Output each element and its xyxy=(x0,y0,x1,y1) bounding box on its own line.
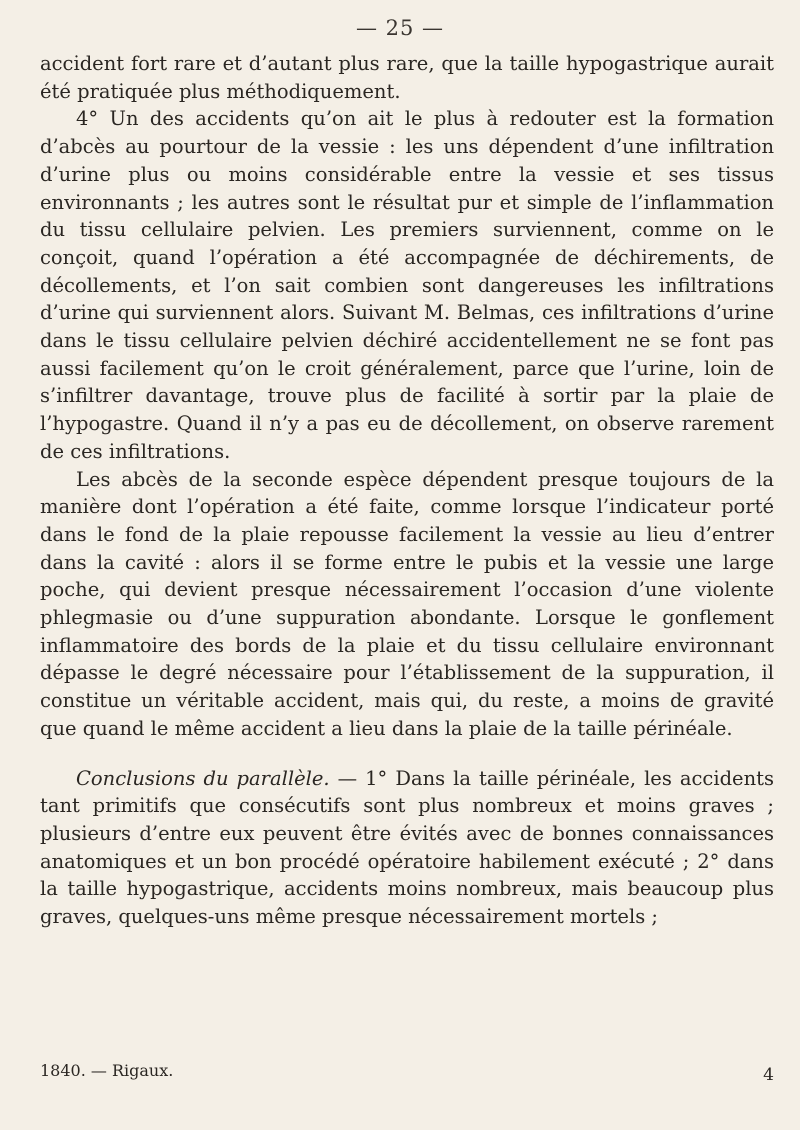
conclusions-text: — 1° Dans la taille périnéale, les accidents tant primitifs que consécutifs sont plus nombreux et moins graves ; plusieurs d’entre eux peuvent être évités avec de bonnes connaissances anatomiques et un bon procédé opératoire habilement exécuté ; 2° dans la taille hypogastrique, accidents moins nombreux, mais beaucoup plus graves, quelques-uns même presque nécessairement mortels ; xyxy=(40,766,774,929)
paragraph-abces: 4° Un des accidents qu’on ait le plus à redouter est la formation d’abcès au pourtour de la vessie : les uns dépendent d’une infiltration d’urine plus ou moins considérable entre la vessie et ses tissus environnants ; les autres sont le résultat pur et simple de l’inflammation du tissu cellulaire pelvien. Les premiers surviennent, comme on le conçoit, quand l’opération a été accompagnée de déchirements, de décollements, et l’on sait combien sont dangereuses les infiltrations d’urine qui surviennent alors. Suivant M. Belmas, ces infiltrations d’urine dans le tissu cellulaire pelvien déchiré accidentellement ne se font pas aussi facilement qu’on le croit généralement, parce que l’urine, loin de s’infiltrer davantage, trouve plus de facilité à sortir par la plaie de l’hypogastre. Quand il n’y a pas eu de décollement, on observe rarement de ces infiltrations. xyxy=(40,107,774,463)
printer-signature: 1840. — Rigaux. xyxy=(40,1061,174,1080)
conclusions-heading: Conclusions du parallèle. xyxy=(76,766,330,790)
body-text xyxy=(40,50,774,931)
paragraph-conclusions xyxy=(40,765,774,931)
signature-mark: 4 xyxy=(763,1065,774,1085)
page-number: — 25 — xyxy=(355,16,445,40)
paragraph-seconde-espece: Les abcès de la seconde espèce dépendent presque toujours de la manière dont l’opération a été faite, comme lorsque l’indicateur porté dans le fond de la plaie repousse facilement la vessie au lieu d’entrer dans la cavité : alors il se forme entre le pubis et la vessie une large poche, qui devient presque nécessairement l’occasion d’une violente phlegmasie ou d’une suppuration abondante. Lorsque le gonflement inflammatoire des bords de la plaie et du tissu cellulaire environnant dépasse le degré nécessaire pour l’établissement de la suppuration, il constitue un véritable accident, mais qui, du reste, a moins de gravité que quand le même accident a lieu dans la plaie de la taille périnéale. xyxy=(40,467,774,740)
page-footer xyxy=(40,1061,774,1083)
paragraph-continuation: accident fort rare et d’autant plus rare, que la taille hypogastrique aurait été pratiquée plus méthodiquement. xyxy=(40,52,774,103)
